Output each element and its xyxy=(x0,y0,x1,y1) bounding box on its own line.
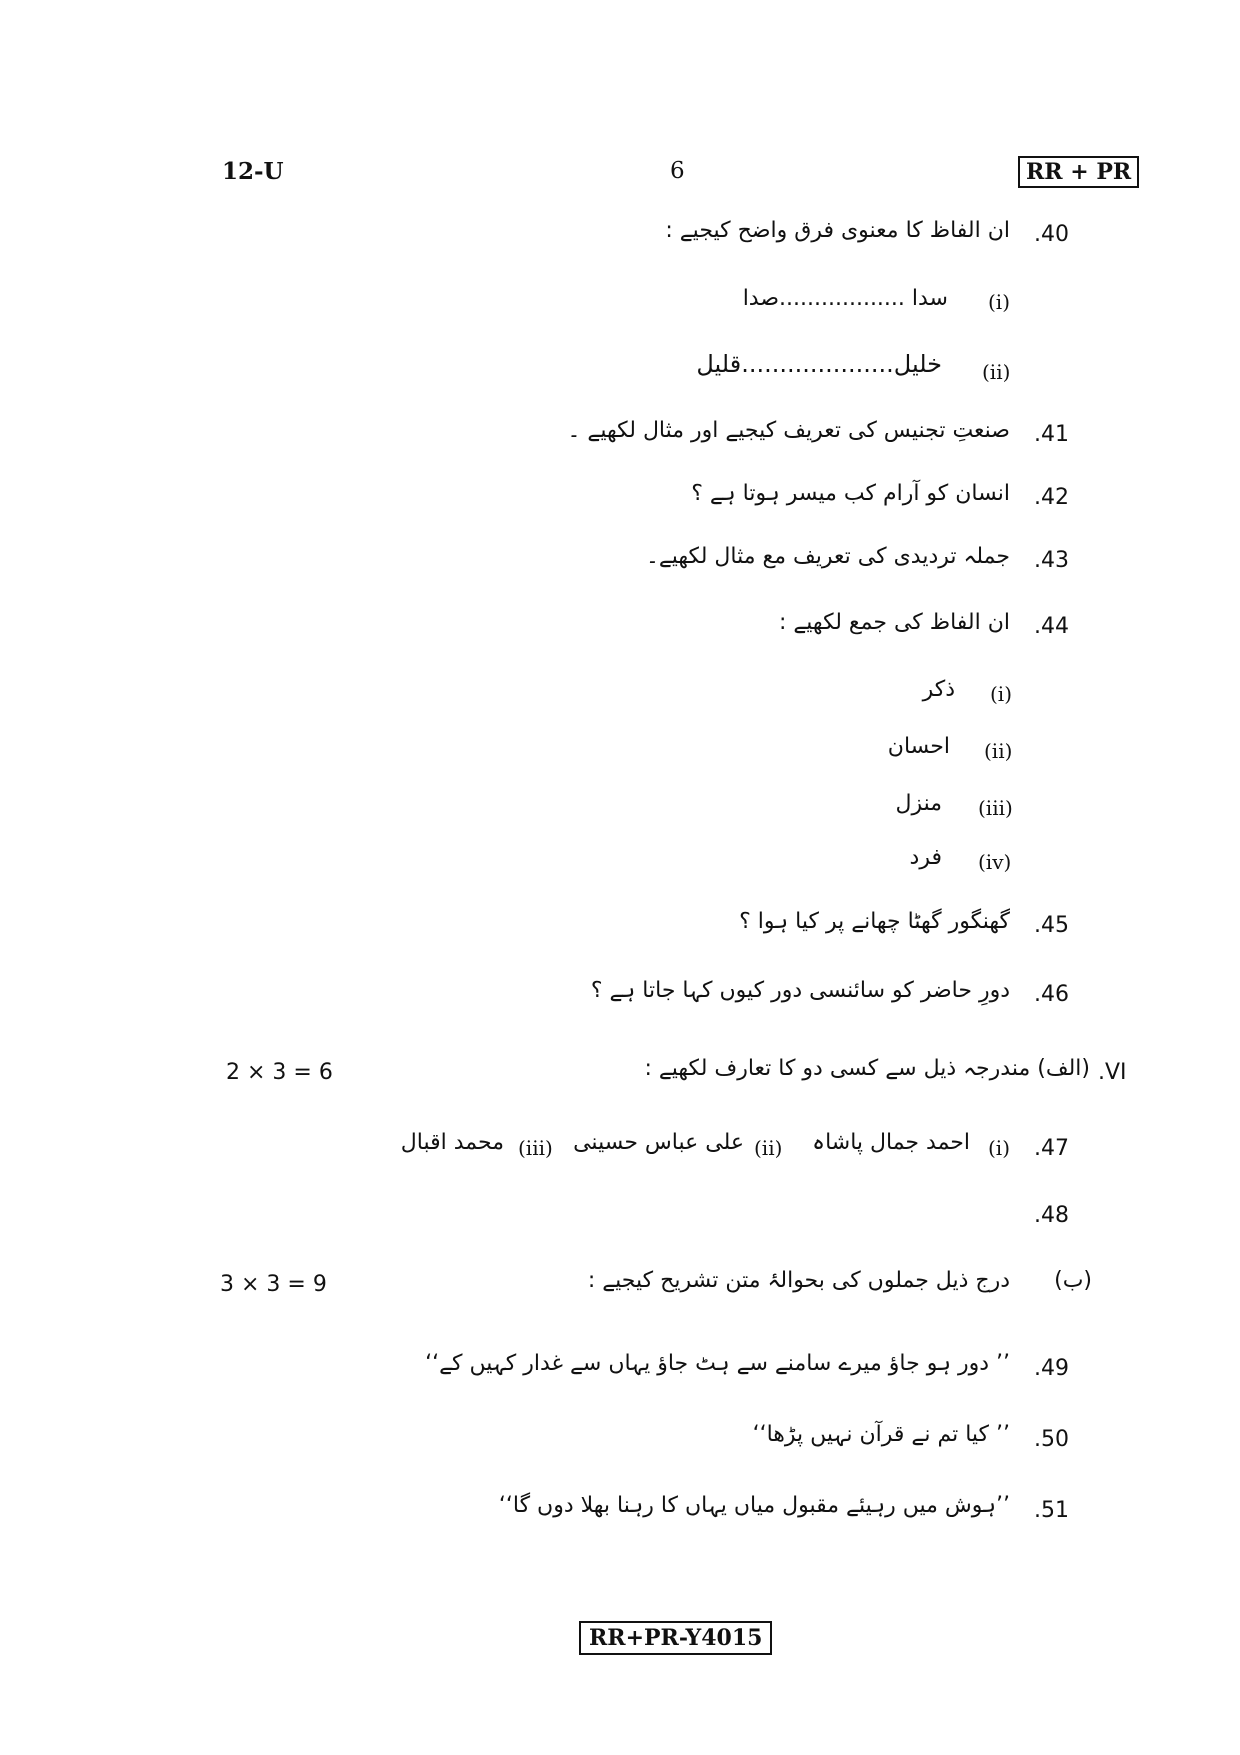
marks-label: 2 × 3 = 6 xyxy=(226,1060,333,1085)
option-text: محمد اقبال xyxy=(400,1130,504,1155)
question-text: گھنگور گھٹا چھانے پر کیا ہوا ؟ xyxy=(739,909,1010,934)
sub-text: ذکر xyxy=(922,677,955,702)
series-box: RR + PR xyxy=(1018,156,1139,188)
option-label: (ii) xyxy=(754,1136,783,1160)
question-number: .44 xyxy=(1034,614,1069,639)
page-number: 6 xyxy=(670,158,685,184)
quote-text: ’’ہوش میں رہیئے مقبول میاں یہاں کا رہنا بھلا دوں گا‘‘ xyxy=(498,1493,1010,1518)
sub-text: خلیل....................قلیل xyxy=(696,350,942,378)
sub-text: سدا ..................صدا xyxy=(742,286,948,311)
question-number: .41 xyxy=(1034,422,1069,447)
section-heading: (الف) مندرجہ ذیل سے کسی دو کا تعارف لکھیے : xyxy=(644,1056,1090,1081)
question-text: دورِ حاضر کو سائنسی دور کیوں کہا جاتا ہے ؟ xyxy=(590,978,1010,1003)
marks-label: 3 × 3 = 9 xyxy=(220,1272,327,1297)
question-number: .43 xyxy=(1034,548,1069,573)
question-number: .49 xyxy=(1034,1356,1069,1381)
footer-code: RR+PR-Y4015 xyxy=(579,1621,772,1655)
sub-label: (ii) xyxy=(982,360,1011,384)
option-label: (iii) xyxy=(518,1136,553,1160)
sub-text: احسان xyxy=(887,734,950,759)
sub-label: (iv) xyxy=(978,850,1012,874)
section-label: (ب) xyxy=(1054,1268,1092,1293)
quote-text: ’’ کیا تم نے قرآن نہیں پڑھا‘‘ xyxy=(752,1422,1010,1447)
question-number: .40 xyxy=(1034,222,1069,247)
question-text: صنعتِ تجنیس کی تعریف کیجیے اور مثال لکھیے ۔ xyxy=(567,418,1010,443)
sub-label: (ii) xyxy=(984,739,1013,763)
option-text: علی عباس حسینی xyxy=(573,1130,744,1155)
question-number: .51 xyxy=(1034,1498,1069,1523)
question-text: انسان کو آرام کب میسر ہوتا ہے ؟ xyxy=(691,481,1010,506)
question-number: .46 xyxy=(1034,982,1069,1007)
sub-label: (i) xyxy=(988,290,1011,314)
sub-label: (i) xyxy=(990,682,1013,706)
question-text: ان الفاظ کا معنوی فرق واضح کیجیے : xyxy=(665,218,1010,243)
question-text: جملہ تردیدی کی تعریف مع مثال لکھیے۔ xyxy=(646,544,1010,569)
sub-text: منزل xyxy=(895,791,942,816)
section-number: .VI xyxy=(1098,1060,1127,1085)
section-heading: درج ذیل جملوں کی بحوالۂ متن تشریح کیجیے : xyxy=(587,1268,1010,1293)
question-number: .42 xyxy=(1034,485,1069,510)
sub-text: فرد xyxy=(909,845,942,870)
option-label: (i) xyxy=(988,1136,1011,1160)
paper-code: 12-U xyxy=(222,158,284,185)
question-number: .45 xyxy=(1034,913,1069,938)
question-number: .48 xyxy=(1034,1203,1069,1228)
option-text: احمد جمال پاشاہ xyxy=(812,1130,970,1155)
question-number: .50 xyxy=(1034,1427,1069,1452)
question-text: ان الفاظ کی جمع لکھیے : xyxy=(779,610,1010,635)
sub-label: (iii) xyxy=(978,796,1013,820)
question-number: .47 xyxy=(1034,1136,1069,1161)
quote-text: ’’ دور ہو جاؤ میرے سامنے سے ہٹ جاؤ یہاں سے غدار کہیں کے‘‘ xyxy=(425,1351,1010,1376)
